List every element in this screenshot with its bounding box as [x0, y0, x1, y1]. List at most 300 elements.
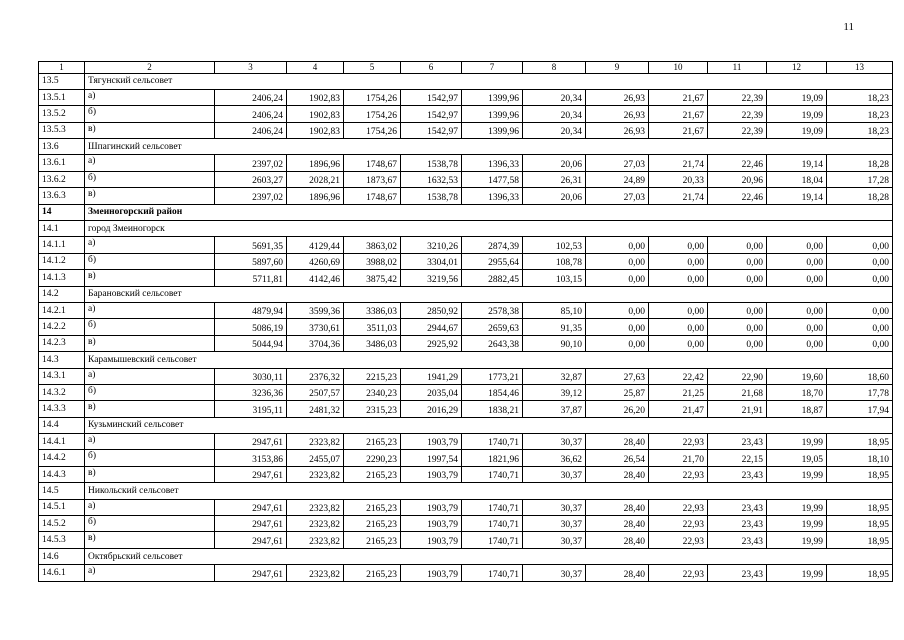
value-cell: 1902,83 — [287, 89, 344, 105]
value-cell: 30,37 — [523, 434, 586, 450]
value-cell: 26,20 — [586, 401, 649, 417]
section-code: 14.5 — [39, 483, 85, 499]
value-cell: 27,63 — [586, 368, 649, 384]
value-cell: 30,37 — [523, 532, 586, 548]
section-row — [39, 352, 893, 368]
value-cell: 1399,96 — [462, 122, 523, 138]
column-number: 13 — [827, 62, 893, 74]
value-cell: 21,47 — [649, 401, 708, 417]
row-code: 14.4.1 — [39, 434, 85, 450]
page-number: 11 — [843, 21, 854, 33]
value-cell: 2603,27 — [215, 171, 287, 187]
value-cell: 1632,53 — [401, 171, 462, 187]
table-row — [39, 253, 893, 269]
value-cell: 0,00 — [649, 335, 708, 351]
value-cell: 2323,82 — [287, 516, 344, 532]
value-cell: 18,95 — [827, 516, 893, 532]
value-cell: 1997,54 — [401, 450, 462, 466]
section-name: город Змеиногорск — [85, 221, 893, 237]
row-option: в) — [85, 335, 215, 351]
value-cell: 85,10 — [523, 302, 586, 318]
value-cell: 23,43 — [708, 565, 767, 581]
value-cell: 2955,64 — [462, 253, 523, 269]
column-number: 7 — [462, 62, 523, 74]
value-cell: 1740,71 — [462, 532, 523, 548]
value-cell: 0,00 — [767, 237, 827, 253]
value-cell: 102,53 — [523, 237, 586, 253]
value-cell: 26,54 — [586, 450, 649, 466]
row-code: 14.3.2 — [39, 384, 85, 400]
value-cell: 2397,02 — [215, 155, 287, 171]
value-cell: 1838,21 — [462, 401, 523, 417]
value-cell: 26,93 — [586, 122, 649, 138]
value-cell: 2290,23 — [344, 450, 401, 466]
value-cell: 3236,36 — [215, 384, 287, 400]
value-cell: 2882,45 — [462, 270, 523, 286]
value-cell: 2947,61 — [215, 466, 287, 482]
value-cell: 5086,19 — [215, 319, 287, 335]
value-cell: 2925,92 — [401, 335, 462, 351]
column-number: 6 — [401, 62, 462, 74]
column-number: 8 — [523, 62, 586, 74]
row-code: 13.5.1 — [39, 89, 85, 105]
value-cell: 0,00 — [767, 253, 827, 269]
row-code: 14.1.3 — [39, 270, 85, 286]
value-cell: 28,40 — [586, 516, 649, 532]
value-cell: 19,14 — [767, 188, 827, 204]
value-cell: 2340,23 — [344, 384, 401, 400]
value-cell: 0,00 — [827, 319, 893, 335]
value-cell: 1748,67 — [344, 188, 401, 204]
row-code: 14.4.3 — [39, 466, 85, 482]
row-option: а) — [85, 434, 215, 450]
value-cell: 2944,67 — [401, 319, 462, 335]
value-cell: 18,04 — [767, 171, 827, 187]
value-cell: 28,40 — [586, 466, 649, 482]
value-cell: 21,68 — [708, 384, 767, 400]
value-cell: 2507,57 — [287, 384, 344, 400]
value-cell: 2165,23 — [344, 565, 401, 581]
table-row — [39, 155, 893, 171]
value-cell: 36,62 — [523, 450, 586, 466]
section-name: Тягунский сельсовет — [85, 73, 893, 89]
value-cell: 0,00 — [708, 302, 767, 318]
table-row — [39, 434, 893, 450]
value-cell: 0,00 — [767, 335, 827, 351]
value-cell: 21,25 — [649, 384, 708, 400]
table-row — [39, 122, 893, 138]
row-code: 14.3.1 — [39, 368, 85, 384]
row-option: а) — [85, 368, 215, 384]
value-cell: 2315,23 — [344, 401, 401, 417]
row-code: 13.5.3 — [39, 122, 85, 138]
value-cell: 21,74 — [649, 155, 708, 171]
value-cell: 21,74 — [649, 188, 708, 204]
value-cell: 4142,46 — [287, 270, 344, 286]
value-cell: 5711,81 — [215, 270, 287, 286]
row-code: 14.5.3 — [39, 532, 85, 548]
column-number: 2 — [85, 62, 215, 74]
value-cell: 18,70 — [767, 384, 827, 400]
value-cell: 0,00 — [827, 237, 893, 253]
value-cell: 23,43 — [708, 499, 767, 515]
section-name: Шпагинский сельсовет — [85, 139, 893, 155]
value-cell: 3210,26 — [401, 237, 462, 253]
value-cell: 18,95 — [827, 466, 893, 482]
value-cell: 2947,61 — [215, 499, 287, 515]
value-cell: 1740,71 — [462, 516, 523, 532]
value-cell: 23,43 — [708, 532, 767, 548]
value-cell: 22,90 — [708, 368, 767, 384]
value-cell: 18,28 — [827, 188, 893, 204]
value-cell: 30,37 — [523, 466, 586, 482]
section-code: 14.4 — [39, 417, 85, 433]
value-cell: 3030,11 — [215, 368, 287, 384]
value-cell: 20,06 — [523, 155, 586, 171]
value-cell: 4129,44 — [287, 237, 344, 253]
column-number: 5 — [344, 62, 401, 74]
section-name: Карамышевский сельсовет — [85, 352, 893, 368]
value-cell: 2323,82 — [287, 532, 344, 548]
section-row — [39, 286, 893, 302]
value-cell: 0,00 — [586, 302, 649, 318]
table-row — [39, 171, 893, 187]
value-cell: 90,10 — [523, 335, 586, 351]
value-cell: 19,99 — [767, 499, 827, 515]
value-cell: 20,06 — [523, 188, 586, 204]
value-cell: 0,00 — [586, 319, 649, 335]
row-option: а) — [85, 302, 215, 318]
value-cell: 0,00 — [649, 270, 708, 286]
value-cell: 1740,71 — [462, 499, 523, 515]
value-cell: 5044,94 — [215, 335, 287, 351]
value-cell: 0,00 — [827, 253, 893, 269]
value-cell: 18,23 — [827, 106, 893, 122]
value-cell: 22,93 — [649, 499, 708, 515]
value-cell: 18,60 — [827, 368, 893, 384]
section-name: Барановский сельсовет — [85, 286, 893, 302]
value-cell: 28,40 — [586, 565, 649, 581]
table-row — [39, 335, 893, 351]
value-cell: 0,00 — [586, 237, 649, 253]
value-cell: 21,67 — [649, 106, 708, 122]
value-cell: 2659,63 — [462, 319, 523, 335]
value-cell: 23,43 — [708, 516, 767, 532]
value-cell: 3304,01 — [401, 253, 462, 269]
value-cell: 1754,26 — [344, 89, 401, 105]
value-cell: 30,37 — [523, 516, 586, 532]
district-row — [39, 204, 893, 220]
value-cell: 2165,23 — [344, 466, 401, 482]
value-cell: 3511,03 — [344, 319, 401, 335]
value-cell: 1902,83 — [287, 106, 344, 122]
value-cell: 21,70 — [649, 450, 708, 466]
district-code: 14 — [39, 204, 85, 220]
value-cell: 2947,61 — [215, 532, 287, 548]
value-cell: 2643,38 — [462, 335, 523, 351]
column-number: 1 — [39, 62, 85, 74]
section-code: 13.5 — [39, 73, 85, 89]
table-body — [39, 62, 893, 582]
table-row — [39, 106, 893, 122]
value-cell: 0,00 — [649, 253, 708, 269]
value-cell: 0,00 — [827, 335, 893, 351]
table-row — [39, 450, 893, 466]
value-cell: 3875,42 — [344, 270, 401, 286]
row-option: б) — [85, 384, 215, 400]
row-option: в) — [85, 188, 215, 204]
value-cell: 1396,33 — [462, 155, 523, 171]
value-cell: 3153,86 — [215, 450, 287, 466]
row-option: а) — [85, 237, 215, 253]
value-cell: 26,93 — [586, 106, 649, 122]
value-cell: 19,60 — [767, 368, 827, 384]
value-cell: 1903,79 — [401, 516, 462, 532]
value-cell: 3988,02 — [344, 253, 401, 269]
section-code: 14.2 — [39, 286, 85, 302]
value-cell: 20,96 — [708, 171, 767, 187]
column-number: 10 — [649, 62, 708, 74]
value-cell: 19,09 — [767, 106, 827, 122]
row-option: а) — [85, 499, 215, 515]
value-cell: 32,87 — [523, 368, 586, 384]
value-cell: 26,93 — [586, 89, 649, 105]
value-cell: 1542,97 — [401, 106, 462, 122]
value-cell: 22,93 — [649, 532, 708, 548]
row-code: 14.2.3 — [39, 335, 85, 351]
value-cell: 1903,79 — [401, 499, 462, 515]
value-cell: 2874,39 — [462, 237, 523, 253]
value-cell: 1854,46 — [462, 384, 523, 400]
value-cell: 103,15 — [523, 270, 586, 286]
value-cell: 4879,94 — [215, 302, 287, 318]
value-cell: 26,31 — [523, 171, 586, 187]
row-option: в) — [85, 401, 215, 417]
value-cell: 0,00 — [649, 237, 708, 253]
value-cell: 1873,67 — [344, 171, 401, 187]
section-code: 14.1 — [39, 221, 85, 237]
value-cell: 17,94 — [827, 401, 893, 417]
value-cell: 17,78 — [827, 384, 893, 400]
row-option: а) — [85, 155, 215, 171]
row-option: б) — [85, 516, 215, 532]
value-cell: 3486,03 — [344, 335, 401, 351]
value-cell: 5691,35 — [215, 237, 287, 253]
value-cell: 2578,38 — [462, 302, 523, 318]
value-cell: 22,39 — [708, 106, 767, 122]
row-code: 13.6.2 — [39, 171, 85, 187]
value-cell: 1773,21 — [462, 368, 523, 384]
value-cell: 20,34 — [523, 122, 586, 138]
section-code: 14.6 — [39, 548, 85, 564]
column-number: 4 — [287, 62, 344, 74]
row-code: 14.1.1 — [39, 237, 85, 253]
value-cell: 1903,79 — [401, 532, 462, 548]
value-cell: 18,95 — [827, 499, 893, 515]
table-row — [39, 532, 893, 548]
value-cell: 2028,21 — [287, 171, 344, 187]
value-cell: 3863,02 — [344, 237, 401, 253]
table-row — [39, 188, 893, 204]
row-option: б) — [85, 106, 215, 122]
value-cell: 1748,67 — [344, 155, 401, 171]
table-row — [39, 499, 893, 515]
value-cell: 1538,78 — [401, 155, 462, 171]
value-cell: 28,40 — [586, 499, 649, 515]
value-cell: 2016,29 — [401, 401, 462, 417]
table-row — [39, 516, 893, 532]
value-cell: 1740,71 — [462, 466, 523, 482]
value-cell: 18,28 — [827, 155, 893, 171]
value-cell: 0,00 — [767, 302, 827, 318]
column-number: 3 — [215, 62, 287, 74]
value-cell: 2850,92 — [401, 302, 462, 318]
value-cell: 2323,82 — [287, 565, 344, 581]
section-code: 13.6 — [39, 139, 85, 155]
section-row — [39, 221, 893, 237]
value-cell: 22,93 — [649, 565, 708, 581]
value-cell: 0,00 — [649, 302, 708, 318]
row-option: а) — [85, 565, 215, 581]
section-code: 14.3 — [39, 352, 85, 368]
table-row — [39, 319, 893, 335]
value-cell: 1903,79 — [401, 565, 462, 581]
value-cell: 20,34 — [523, 106, 586, 122]
value-cell: 2406,24 — [215, 89, 287, 105]
value-cell: 0,00 — [827, 302, 893, 318]
value-cell: 1399,96 — [462, 106, 523, 122]
value-cell: 1538,78 — [401, 188, 462, 204]
column-number-row — [39, 62, 893, 74]
value-cell: 23,43 — [708, 434, 767, 450]
value-cell: 2376,32 — [287, 368, 344, 384]
section-name: Кузьминский сельсовет — [85, 417, 893, 433]
row-option: в) — [85, 532, 215, 548]
value-cell: 1821,96 — [462, 450, 523, 466]
value-cell: 2323,82 — [287, 466, 344, 482]
value-cell: 1941,29 — [401, 368, 462, 384]
value-cell: 19,14 — [767, 155, 827, 171]
value-cell: 0,00 — [649, 319, 708, 335]
tariff-table — [38, 61, 893, 582]
value-cell: 1903,79 — [401, 466, 462, 482]
value-cell: 1477,58 — [462, 171, 523, 187]
value-cell: 22,93 — [649, 466, 708, 482]
value-cell: 1896,96 — [287, 188, 344, 204]
row-code: 13.5.2 — [39, 106, 85, 122]
section-row — [39, 73, 893, 89]
value-cell: 18,10 — [827, 450, 893, 466]
value-cell: 1396,33 — [462, 188, 523, 204]
table-row — [39, 466, 893, 482]
row-option: в) — [85, 122, 215, 138]
value-cell: 22,93 — [649, 434, 708, 450]
row-code: 14.5.2 — [39, 516, 85, 532]
value-cell: 19,99 — [767, 516, 827, 532]
value-cell: 37,87 — [523, 401, 586, 417]
value-cell: 22,46 — [708, 188, 767, 204]
value-cell: 2455,07 — [287, 450, 344, 466]
value-cell: 0,00 — [708, 237, 767, 253]
value-cell: 22,39 — [708, 89, 767, 105]
value-cell: 4260,69 — [287, 253, 344, 269]
value-cell: 22,15 — [708, 450, 767, 466]
value-cell: 27,03 — [586, 188, 649, 204]
value-cell: 18,23 — [827, 89, 893, 105]
value-cell: 2323,82 — [287, 434, 344, 450]
value-cell: 21,67 — [649, 89, 708, 105]
value-cell: 19,09 — [767, 89, 827, 105]
value-cell: 2165,23 — [344, 516, 401, 532]
value-cell: 18,95 — [827, 532, 893, 548]
value-cell: 2165,23 — [344, 499, 401, 515]
row-option: а) — [85, 89, 215, 105]
row-code: 13.6.1 — [39, 155, 85, 171]
value-cell: 18,23 — [827, 122, 893, 138]
table-row — [39, 368, 893, 384]
value-cell: 2397,02 — [215, 188, 287, 204]
value-cell: 30,37 — [523, 565, 586, 581]
value-cell: 0,00 — [767, 270, 827, 286]
table-row — [39, 565, 893, 581]
value-cell: 19,99 — [767, 466, 827, 482]
value-cell: 1902,83 — [287, 122, 344, 138]
value-cell: 1754,26 — [344, 106, 401, 122]
value-cell: 30,37 — [523, 499, 586, 515]
value-cell: 2215,23 — [344, 368, 401, 384]
value-cell: 3730,61 — [287, 319, 344, 335]
table-row — [39, 270, 893, 286]
section-name: Никольский сельсовет — [85, 483, 893, 499]
table-row — [39, 384, 893, 400]
value-cell: 20,34 — [523, 89, 586, 105]
value-cell: 3219,56 — [401, 270, 462, 286]
value-cell: 2323,82 — [287, 499, 344, 515]
value-cell: 2165,23 — [344, 434, 401, 450]
table-row — [39, 401, 893, 417]
column-number: 12 — [767, 62, 827, 74]
value-cell: 108,78 — [523, 253, 586, 269]
value-cell: 39,12 — [523, 384, 586, 400]
column-number: 11 — [708, 62, 767, 74]
row-code: 14.2.2 — [39, 319, 85, 335]
value-cell: 28,40 — [586, 434, 649, 450]
value-cell: 0,00 — [708, 270, 767, 286]
value-cell: 20,33 — [649, 171, 708, 187]
value-cell: 27,03 — [586, 155, 649, 171]
section-row — [39, 139, 893, 155]
value-cell: 2035,04 — [401, 384, 462, 400]
row-code: 14.2.1 — [39, 302, 85, 318]
value-cell: 1740,71 — [462, 434, 523, 450]
value-cell: 2481,32 — [287, 401, 344, 417]
value-cell: 1740,71 — [462, 565, 523, 581]
value-cell: 22,93 — [649, 516, 708, 532]
value-cell: 0,00 — [586, 335, 649, 351]
section-row — [39, 417, 893, 433]
value-cell: 2406,24 — [215, 122, 287, 138]
row-option: в) — [85, 270, 215, 286]
value-cell: 18,95 — [827, 565, 893, 581]
table-row — [39, 237, 893, 253]
value-cell: 2947,61 — [215, 516, 287, 532]
value-cell: 0,00 — [708, 335, 767, 351]
value-cell: 19,99 — [767, 434, 827, 450]
value-cell: 22,42 — [649, 368, 708, 384]
value-cell: 21,67 — [649, 122, 708, 138]
value-cell: 2165,23 — [344, 532, 401, 548]
value-cell: 2947,61 — [215, 565, 287, 581]
